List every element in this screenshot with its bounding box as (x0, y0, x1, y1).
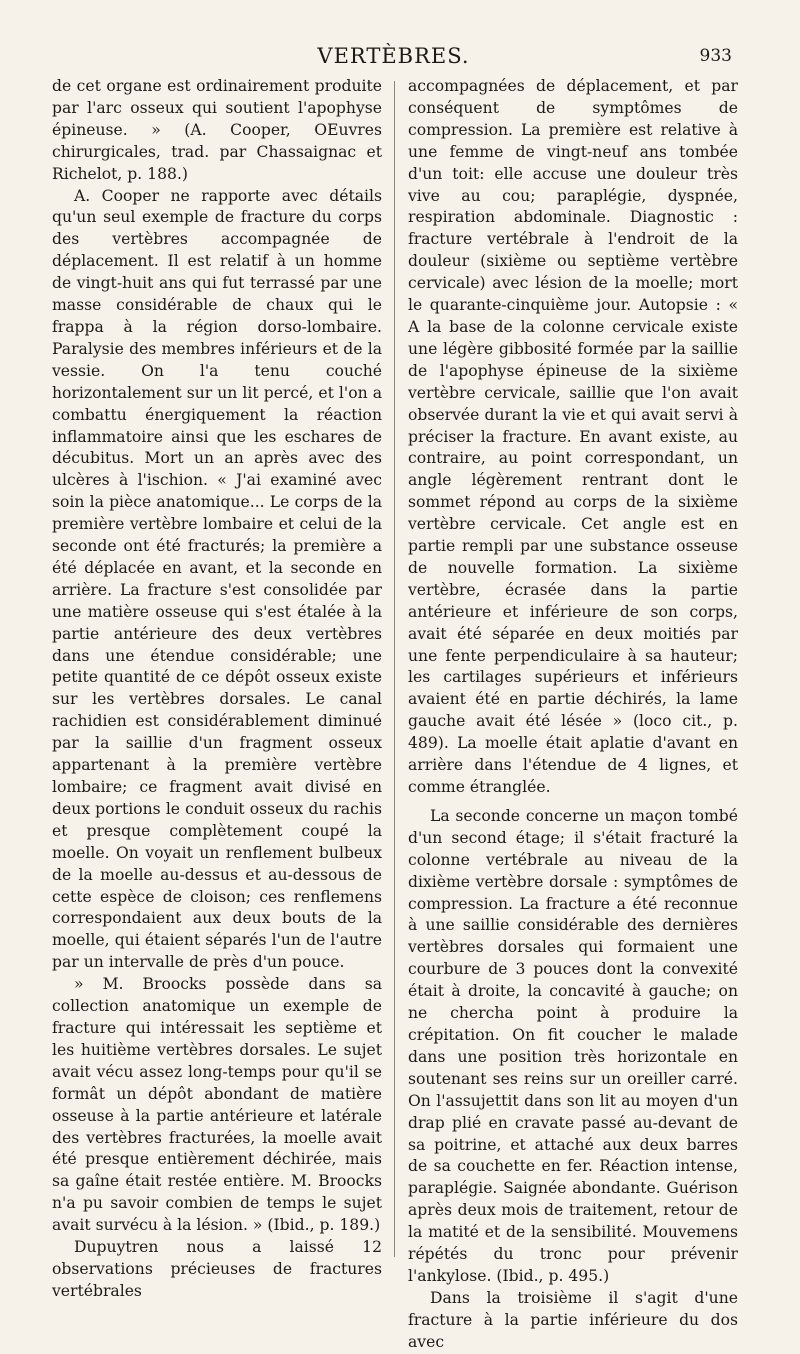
paragraph: accompagnées de déplacement, et par conséquent de symptômes de compression. La première est relative à une femme de vingt-neuf ans tombée d'un toit: elle accuse une douleur très vive au cou; paraplégie, dyspnée, respiration abdominale. Diagnostic : fracture vertébrale à l'endroit de la douleur (sixième ou septième vertèbre cervicale) avec lésion de la moelle; mort le quarante-cinquième jour. Autopsie : « A la base de la colonne cervicale existe une légère gibbosité formée par la saillie de l'apophyse épineuse de la sixième vertèbre cervicale, saillie que l'on avait observée durant la vie et qui avait servi à préciser la fracture. En avant existe, au contraire, au point correspondant, un angle légèrement rentrant dont le sommet répond au corps de la sixième vertèbre cervicale. Cet angle est en partie rempli par une substance osseuse de nouvelle formation. La sixième vertèbre, écrasée dans la partie antérieure et inférieure de son corps, avait été séparée en deux moitiés par une fente perpendiculaire à sa hauteur; les cartilages supérieurs et inférieurs avaient été en partie déchirés, la lame gauche avait été lésée » (loco cit., p. 489). La moelle était aplatie d'avant en arrière dans l'étendue de 4 lignes, et comme étranglée. (408, 77, 738, 796)
page-number: 933 (699, 46, 732, 66)
paragraph: La seconde concerne un maçon tombé d'un second étage; il s'était fracturé la colonne vertébrale au niveau de la dixième vertèbre dorsale : symptômes de compression. La fracture a été reconnue à une saillie considérable des dernières vertèbres dorsales qui formaient une courbure de 3 pouces dont la convexité était à droite, la concavité à gauche; on ne chercha point à produire la crépitation. On fit coucher le malade dans une position très horizontale en soutenant ses reins sur un oreiller carré. On l'assujettit dans son lit au moyen d'un drap plié en cravate passé au-devant de sa poitrine, et attaché aux deux barres de sa couchette en fer. Réaction intense, paraplégie. Saignée abondante. Guérison après deux mois de traitement, retour de la matité et de la sensibilité. Mouvemens répétés du tronc pour prévenir l'ankylose. (Ibid., p. 495.) (408, 806, 738, 1285)
paragraph: Dans la troisième il s'agit d'une fracture à la partie inférieure du dos avec (408, 1288, 738, 1351)
column-divider (394, 81, 395, 1257)
paragraph: Dupuytren nous a laissé 12 observations précieuses de fractures vertébrales (52, 1238, 382, 1300)
page-header (55, 44, 732, 74)
paragraph: de cet organe est ordinairement produite par l'arc osseux qui soutient l'apophyse épineuse. » (A. Cooper, OEuvres chirurgicales, trad. par Chassaignac et Richelot, p. 188.) (52, 77, 382, 183)
paragraph: » M. Broocks possède dans sa collection anatomique un exemple de fracture qui intéressait les septième et les huitième vertèbres dorsales. Le sujet avait vécu assez long-temps pour qu'il se formât un dépôt abondant de matière osseuse à la partie antérieure et latérale des vertèbres fracturées, la moelle avait été presque entièrement déchirée, mais sa gaîne était restée entière. M. Broocks n'a pu savoir combien de temps le sujet avait survécu à la lésion. » (Ibid., p. 189.) (52, 975, 382, 1235)
left-column (52, 76, 382, 1303)
right-column (408, 76, 738, 1354)
running-title: VERTÈBRES. (317, 44, 470, 68)
paragraph: A. Cooper ne rapporte avec détails qu'un seul exemple de fracture du corps des vertèbres accompagnée de déplacement. Il est relatif à un homme de vingt-huit ans qui fut terrassé par une masse considérable de chaux qui le frappa à la région dorso-lombaire. Paralysie des membres inférieurs et de la vessie. On l'a tenu couché horizontalement sur un lit percé, et l'on a combattu énergiquement la réaction inflammatoire ainsi que les eschares de décubitus. Mort un an après avec des ulcères à l'ischion. « J'ai examiné avec soin la pièce anatomique... Le corps de la première vertèbre lombaire et celui de la seconde ont été fracturés; la première a été déplacée en avant, et la seconde en arrière. La fracture s'est consolidée par une matière osseuse qui s'est étalée à la partie antérieure des deux vertèbres dans une étendue considérable; une petite quantité de ce dépôt osseux existe sur les vertèbres dorsales. Le canal rachidien est considérablement diminué par la saillie d'un fragment osseux appartenant à la première vertèbre lombaire; ce fragment avait divisé en deux portions le conduit osseux du rachis et presque complètement coupé la moelle. On voyait un renflement bulbeux de la moelle au-dessus et au-dessous de cette espèce de cloison; ces renflemens correspondaient aux deux bouts de la moelle, qui étaient séparés l'un de l'autre par un intervalle de près d'un pouce. (52, 186, 382, 972)
